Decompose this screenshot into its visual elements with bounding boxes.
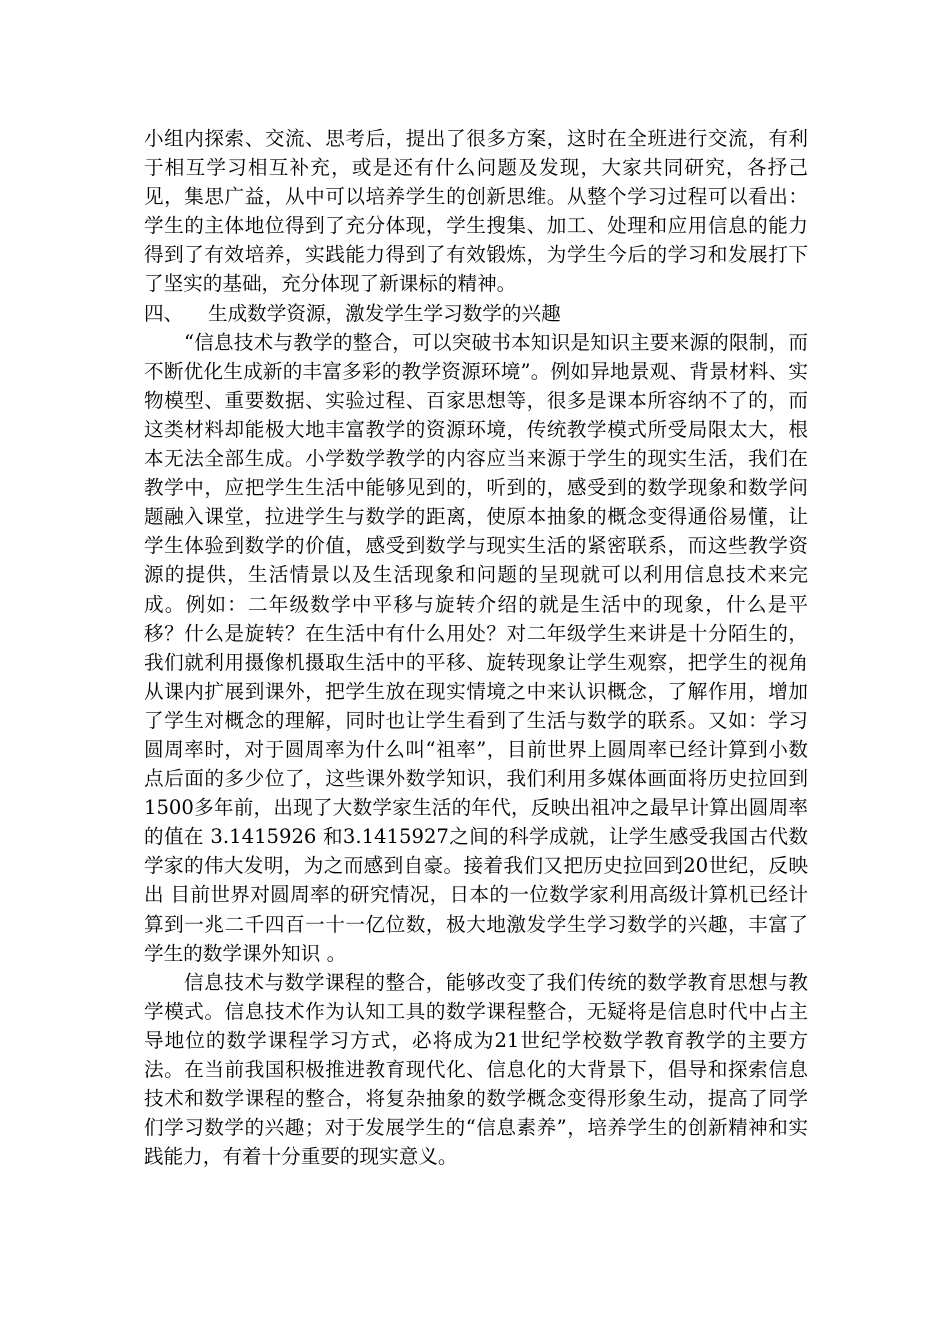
document-body [144,124,808,1171]
section-title: 生成数学资源，激发学生学习数学的兴趣 [208,301,561,325]
section-number: 四、 [144,301,184,325]
paragraph-body: “信息技术与教学的整合，可以突破书本知识是知识主要来源的限制，而不断优化生成新的丰富多彩的教学资源环境”。例如异地景观、背景材料、实物模型、重要数据、实验过程、百家思想等，很多是课本所容纳不了的，而这类材料却能极大地丰富教学的资源环境，传统教学模式所受局限太大，根本无法全部生成。小学数学教学的内容应当来源于学生的现实生活，我们在教学中，应把学生生活中能够见到的，听到的，感受到的数学现象和数学问题融入课堂，拉进学生与数学的距离，使原本抽象的概念变得通俗易懂，让学生体验到数学的价值，感受到数学与现实生活的紧密联系，而这些教学资源的提供，生活情景以及生活现象和问题的呈现就可以利用信息技术来完成。例如：二年级数学中平移与旋转介绍的就是生活中的现象，什么是平移？什么是旋转？在生活中有什么用处？对二年级学生来讲是十分陌生的，我们就利用摄像机摄取生活中的平移、旋转现象让学生观察，把学生的视角从课内扩展到课外，把学生放在现实情境之中来认识概念，了解作用，增加了学生对概念的理解，同时也让学生看到了生活与数学的联系。又如：学习圆周率时，对于圆周率为什么叫“祖率”，目前世界上圆周率已经计算到小数点后面的多少位了，这些课外数学知识，我们利用多媒体画面将历史拉回到1500多年前，出现了大数学家生活的年代，反映出祖冲之最早计算出圆周率的值在 3.1415926 和3.1415927之间的科学成就，让学生感受我国古代数学家的伟大发明，为之而感到自豪。接着我们又把历史拉回到20世纪，反映出 目前世界对圆周率的研究情况，日本的一位数学家利用高级计算机已经计算到一兆二千四百一十一亿位数，极大地激发学生学习数学的兴趣，丰富了学生的数学课外知识 。 [144,330,808,965]
section-heading [144,299,808,328]
paragraph-continuation: 小组内探索、交流、思考后，提出了很多方案，这时在全班进行交流，有利于相互学习相互补充，或是还有什么问题及发现，大家共同研究，各抒己见，集思广益，从中可以培养学生的创新思维。从整个学习过程可以看出：学生的主体地位得到了充分体现，学生搜集、加工、处理和应用信息的能力得到了有效培养，实践能力得到了有效锻炼，为学生今后的学习和发展打下了坚实的基础，充分体现了新课标的精神。 [144,127,808,296]
paragraph-conclusion: 信息技术与数学课程的整合，能够改变了我们传统的数学教育思想与教学模式。信息技术作为认知工具的数学课程整合，无疑将是信息时代中占主导地位的数学课程学习方式，必将成为21世纪学校数学教育教学的主要方法。在当前我国积极推进教育现代化、信息化的大背景下，倡导和探索信息技术和数学课程的整合，将复杂抽象的数学概念变得形象生动，提高了同学们学习数学的兴趣；对于发展学生的“信息素养”，培养学生的创新精神和实践能力，有着十分重要的现实意义。 [144,970,808,1169]
